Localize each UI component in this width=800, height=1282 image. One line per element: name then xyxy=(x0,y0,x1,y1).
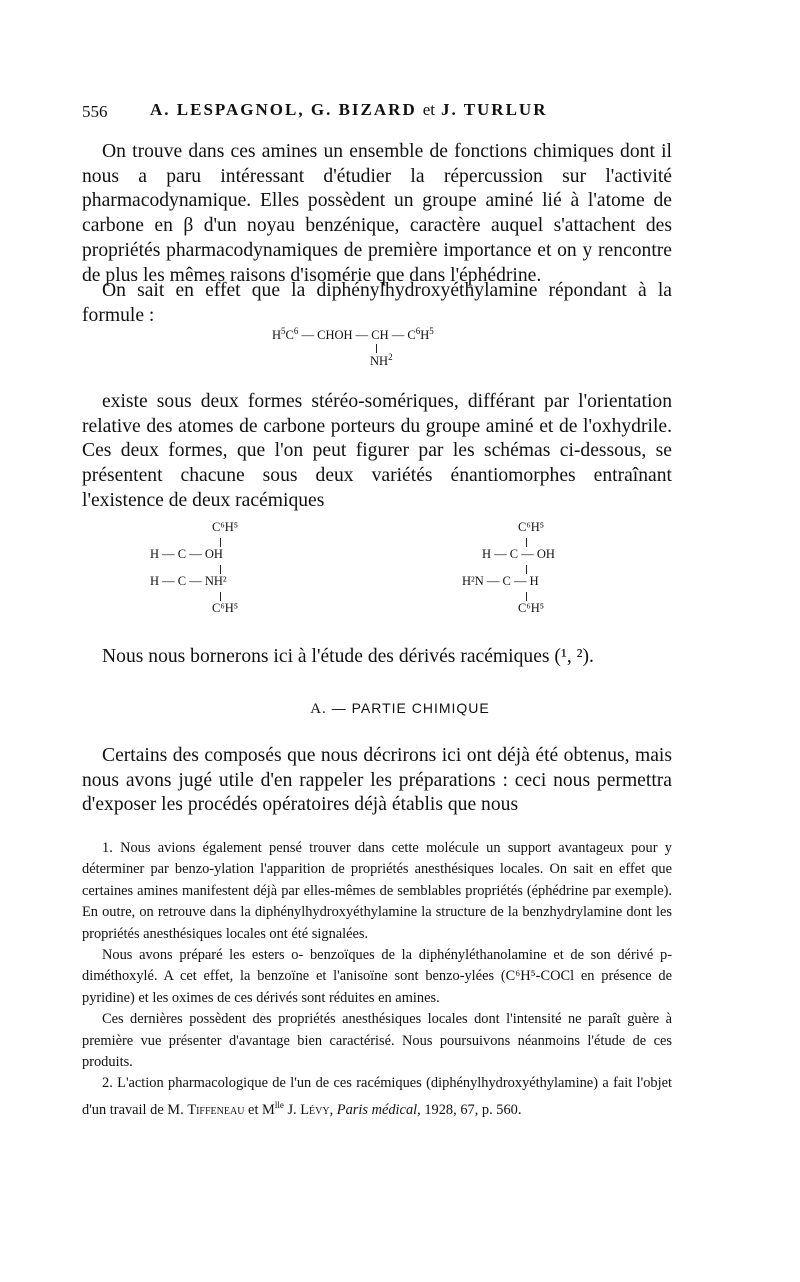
paragraph-1: On trouve dans ces amines un ensemble de fonctions chimiques dont il nous a paru intéressant d'étudier la répercussion sur l'activité pharmacodynamique. Elles possèdent un groupe aminé lié à l'atome de carbone en β d'un noyau benzénique, caractère auquel s'attachent des propriétés pharmacodynamiques de première importance et on y rencontre de plus les mêmes raisons d'isomérie que dans l'éphédrine. xyxy=(82,141,672,286)
formula-sub: 6 xyxy=(293,326,299,336)
paragraph-3: existe sous deux formes stéréo-somériques, différant par l'orientation relative des atomes de carbone porteurs du groupe aminé et de l'oxhydrile. Ces deux formes, que l'on peut figurer par les schémas ci-dessous, se présentent chacune sous deux variétés énantiomorphes entraînant l'existence de deux racémiques xyxy=(82,391,672,511)
formula-main xyxy=(272,326,434,343)
bond-line xyxy=(526,565,527,574)
formula-sub: 2 xyxy=(388,352,393,362)
paragraph-2: On sait en effet que la diphénylhydroxyéthylamine répondant à la formule : xyxy=(82,280,672,326)
footnote-2-sup: lle xyxy=(274,1099,284,1110)
section-dash: — xyxy=(326,700,352,716)
structure-right-bottom: C⁶H⁵ xyxy=(518,601,545,615)
footnote-2-text: , 1928, 67, p. 560. xyxy=(417,1101,522,1118)
structure-left xyxy=(150,520,290,630)
footnote-2-author: J. Lévy xyxy=(283,1101,330,1118)
structure-right-row2: H²N — C — H xyxy=(462,574,539,588)
footnote-2-author: Tiffeneau xyxy=(187,1101,245,1118)
footnote-2 xyxy=(82,1073,672,1121)
footnote-2-text: et M xyxy=(244,1101,275,1118)
footnote-2-text: 2. L'action pharmacologique de l'un de ces racémiques (diphénylhydroxyéthylamine) a fait l'objet d'un travail de M. xyxy=(82,1075,672,1118)
formula-chain: — CHOH — CH — xyxy=(298,328,408,343)
authors-first: A. LESPAGNOL, G. BIZARD xyxy=(150,100,417,119)
formula-h: H xyxy=(420,328,430,343)
formula-sub: 5 xyxy=(429,326,434,336)
structure-left-row2: H — C — NH² xyxy=(150,574,227,588)
structure-right xyxy=(456,520,606,630)
formula-c: C xyxy=(407,328,416,343)
structure-left-top: C⁶H⁵ xyxy=(212,520,239,534)
authors-last: J. TURLUR xyxy=(441,100,548,119)
formula-c: C xyxy=(285,328,294,343)
footnote-2-journal: Paris médical xyxy=(336,1101,418,1118)
formula-sub: 6 xyxy=(415,326,421,336)
running-head-authors xyxy=(150,100,547,120)
bond-line xyxy=(526,538,527,547)
paragraph-5: Certains des composés que nous décrirons ici ont déjà été obtenus, mais nous avons jugé utile d'en rappeler les préparations : ceci nous permettra d'exposer les procédés opératoires déjà établis que nous xyxy=(82,745,672,816)
structure-right-row1: H — C — OH xyxy=(482,547,555,561)
bond-line xyxy=(526,592,527,601)
formula-sub: 5 xyxy=(281,326,286,336)
section-title-text: PARTIE CHIMIQUE xyxy=(351,700,490,716)
bond-line xyxy=(220,538,221,547)
section-letter: A. xyxy=(310,701,327,717)
footnotes xyxy=(82,838,672,1121)
footnote-1b: Nous avons préparé les esters o- benzoïques de la diphényléthanolamine et de son dérivé p-diméthoxylé. A cet effet, la benzoïne et l'anisoïne sont benzo-ylées (C⁶H⁵-COCl en présence de pyridine) et les oximes de ces dérivés sont réduites en amines. xyxy=(82,947,672,1006)
authors-et: et xyxy=(422,100,435,119)
footnote-1a: 1. Nous avions également pensé trouver dans cette molécule un support avantageux pour y déterminer par benzo-ylation l'apparition de propriétés anesthésiques locales. On sait en effet que certaines amines manifestent déjà par elles-mêmes de semblables propriétés (éphédrine par exemple). En outre, on retrouve dans la diphénylhydroxyéthylamine la structure de la benzhydrylamine dont les propriétés anesthésiques locales ont été signalées. xyxy=(82,840,672,942)
paragraph-4: Nous nous bornerons ici à l'étude des dérivés racémiques (¹, ²). xyxy=(102,646,594,667)
running-header xyxy=(82,100,712,126)
formula-nh2 xyxy=(370,352,393,369)
section-title xyxy=(0,700,800,718)
structure-left-row1: H — C — OH xyxy=(150,547,223,561)
structure-left-bottom: C⁶H⁵ xyxy=(212,601,239,615)
formula-h: H xyxy=(272,328,282,343)
footnote-1c: Ces dernières possèdent des propriétés anesthésiques locales dont l'intensité ne paraît guère à première vue présenter d'avantage bien caractérisé. Nous poursuivons néanmoins l'étude de ces produits. xyxy=(82,1011,672,1071)
structure-right-top: C⁶H⁵ xyxy=(518,520,545,534)
bond-line xyxy=(220,592,221,601)
formula-nh: NH xyxy=(370,354,389,369)
bond-line xyxy=(220,565,221,574)
footnote-2-text: , xyxy=(329,1101,337,1118)
page-number: 556 xyxy=(82,102,108,121)
